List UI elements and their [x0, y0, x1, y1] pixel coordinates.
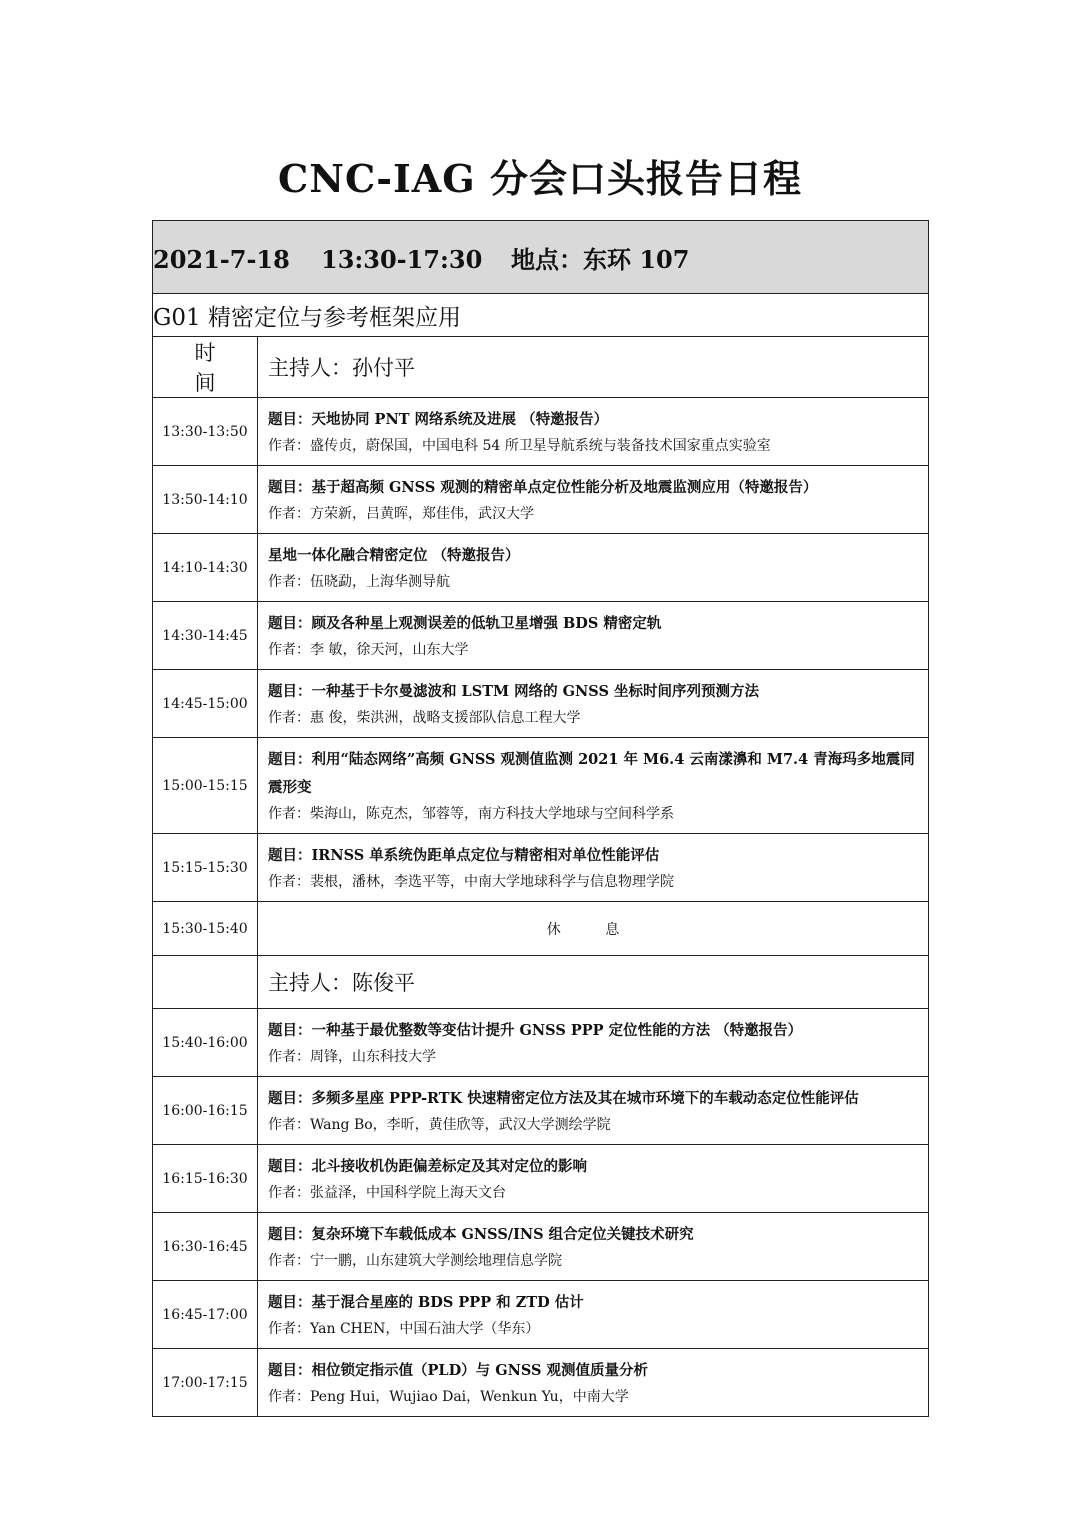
- talk-content: [258, 1145, 929, 1213]
- talk-row: [153, 398, 929, 466]
- talk-time: 17:00-17:15: [153, 1349, 258, 1417]
- talk-row: [153, 1349, 929, 1417]
- schedule-header-row: [153, 221, 929, 294]
- talk-title: 题目：基于超高频 GNSS 观测的精密单点定位性能分析及地震监测应用（特邀报告）: [268, 478, 818, 496]
- talk-row: [153, 1281, 929, 1349]
- talk-title: 题目：一种基于卡尔曼滤波和 LSTM 网络的 GNSS 坐标时间序列预测方法: [268, 682, 759, 700]
- talk-content: [258, 534, 929, 602]
- talk-title: 题目：相位锁定指示值（PLD）与 GNSS 观测值质量分析: [268, 1361, 649, 1379]
- talk-title: 题目：天地协同 PNT 网络系统及进展 （特邀报告）: [268, 410, 609, 428]
- talk-time: 16:30-16:45: [153, 1213, 258, 1281]
- talk-row: [153, 534, 929, 602]
- talk-authors: 作者：宁一鹏，山东建筑大学测绘地理信息学院: [268, 1252, 562, 1269]
- break-label: 休 息: [258, 902, 929, 956]
- talk-time: 14:45-15:00: [153, 670, 258, 738]
- chair-name: 主持人：孙付平: [258, 337, 929, 398]
- talk-title: 题目：多频多星座 PPP-RTK 快速精密定位方法及其在城市环境下的车载动态定位性能评估: [268, 1089, 859, 1107]
- talk-time: 16:00-16:15: [153, 1077, 258, 1145]
- talk-row: [153, 1077, 929, 1145]
- session-row: [153, 294, 929, 337]
- header-date: 2021-7-18: [153, 244, 290, 274]
- talk-content: [258, 1213, 929, 1281]
- talk-authors: 作者：伍晓勐，上海华测导航: [268, 573, 450, 590]
- talk-row: [153, 738, 929, 834]
- talk-authors: 作者：周锋，山东科技大学: [268, 1048, 436, 1065]
- talk-authors: 作者：柴海山，陈克杰，邹蓉等，南方科技大学地球与空间科学系: [268, 805, 674, 822]
- talk-row: [153, 1009, 929, 1077]
- talk-row: [153, 1213, 929, 1281]
- talk-title: 题目：北斗接收机伪距偏差标定及其对定位的影响: [268, 1157, 587, 1175]
- talk-time: 15:40-16:00: [153, 1009, 258, 1077]
- chair-name: 主持人：陈俊平: [258, 956, 929, 1009]
- talk-row: [153, 466, 929, 534]
- talk-content: [258, 602, 929, 670]
- session-title: G01 精密定位与参考框架应用: [153, 294, 929, 337]
- page-title: CNC-IAG 分会口头报告日程: [278, 156, 802, 201]
- talk-content: [258, 1077, 929, 1145]
- time-column-label: 时 间: [153, 337, 258, 398]
- talk-content: [258, 1349, 929, 1417]
- talk-authors: 作者：裴根，潘林，李选平等，中南大学地球科学与信息物理学院: [268, 873, 674, 890]
- talk-authors: 作者：张益泽，中国科学院上海天文台: [268, 1184, 506, 1201]
- talk-row: [153, 1145, 929, 1213]
- talk-authors: 作者：Peng Hui，Wujiao Dai，Wenkun Yu，中南大学: [268, 1388, 629, 1405]
- talk-title: 题目：利用“陆态网络”高频 GNSS 观测值监测 2021 年 M6.4 云南漾濞和 M7.4 青海玛多地震同震形变: [268, 750, 915, 796]
- chair-row: [153, 956, 929, 1009]
- talk-title: 星地一体化融合精密定位 （特邀报告）: [268, 546, 520, 564]
- break-time: 15:30-15:40: [153, 902, 258, 956]
- talk-authors: 作者：Yan CHEN，中国石油大学（华东）: [268, 1320, 540, 1337]
- talk-time: 13:30-13:50: [153, 398, 258, 466]
- talk-content: [258, 834, 929, 902]
- talk-row: [153, 834, 929, 902]
- schedule-table: [152, 220, 929, 1417]
- talk-time: 14:30-14:45: [153, 602, 258, 670]
- chair-row: [153, 337, 929, 398]
- talk-content: [258, 738, 929, 834]
- talk-row: [153, 670, 929, 738]
- talk-authors: 作者：李 敏，徐天河，山东大学: [268, 641, 469, 658]
- talk-content: [258, 1281, 929, 1349]
- talk-title: 题目：顾及各种星上观测误差的低轨卫星增强 BDS 精密定轨: [268, 614, 662, 632]
- break-row: [153, 902, 929, 956]
- talk-title: 题目：复杂环境下车载低成本 GNSS/INS 组合定位关键技术研究: [268, 1225, 694, 1243]
- chair-time-empty: [153, 956, 258, 1009]
- talk-title: 题目：基于混合星座的 BDS PPP 和 ZTD 估计: [268, 1293, 584, 1311]
- talk-title: 题目：一种基于最优整数等变估计提升 GNSS PPP 定位性能的方法 （特邀报告）: [268, 1021, 803, 1039]
- header-location: 地点：东环 107: [511, 244, 690, 274]
- talk-title: 题目：IRNSS 单系统伪距单点定位与精密相对单位性能评估: [268, 846, 660, 864]
- talk-content: [258, 1009, 929, 1077]
- talk-authors: 作者：方荣新，吕黄晖，郑佳伟，武汉大学: [268, 505, 534, 522]
- talk-row: [153, 602, 929, 670]
- talk-time: 15:15-15:30: [153, 834, 258, 902]
- schedule-header-cell: [153, 221, 929, 294]
- talk-authors: 作者：Wang Bo，李昕，黄佳欣等，武汉大学测绘学院: [268, 1116, 611, 1133]
- talk-authors: 作者：惠 俊，柴洪洲，战略支援部队信息工程大学: [268, 709, 581, 726]
- talk-content: [258, 466, 929, 534]
- talk-time: 16:45-17:00: [153, 1281, 258, 1349]
- talk-content: [258, 398, 929, 466]
- talk-time: 14:10-14:30: [153, 534, 258, 602]
- talk-authors: 作者：盛传贞，蔚保国，中国电科 54 所卫星导航系统与装备技术国家重点实验室: [268, 437, 771, 454]
- talk-time: 15:00-15:15: [153, 738, 258, 834]
- header-time: 13:30-17:30: [321, 244, 483, 274]
- talk-time: 13:50-14:10: [153, 466, 258, 534]
- talk-time: 16:15-16:30: [153, 1145, 258, 1213]
- talk-content: [258, 670, 929, 738]
